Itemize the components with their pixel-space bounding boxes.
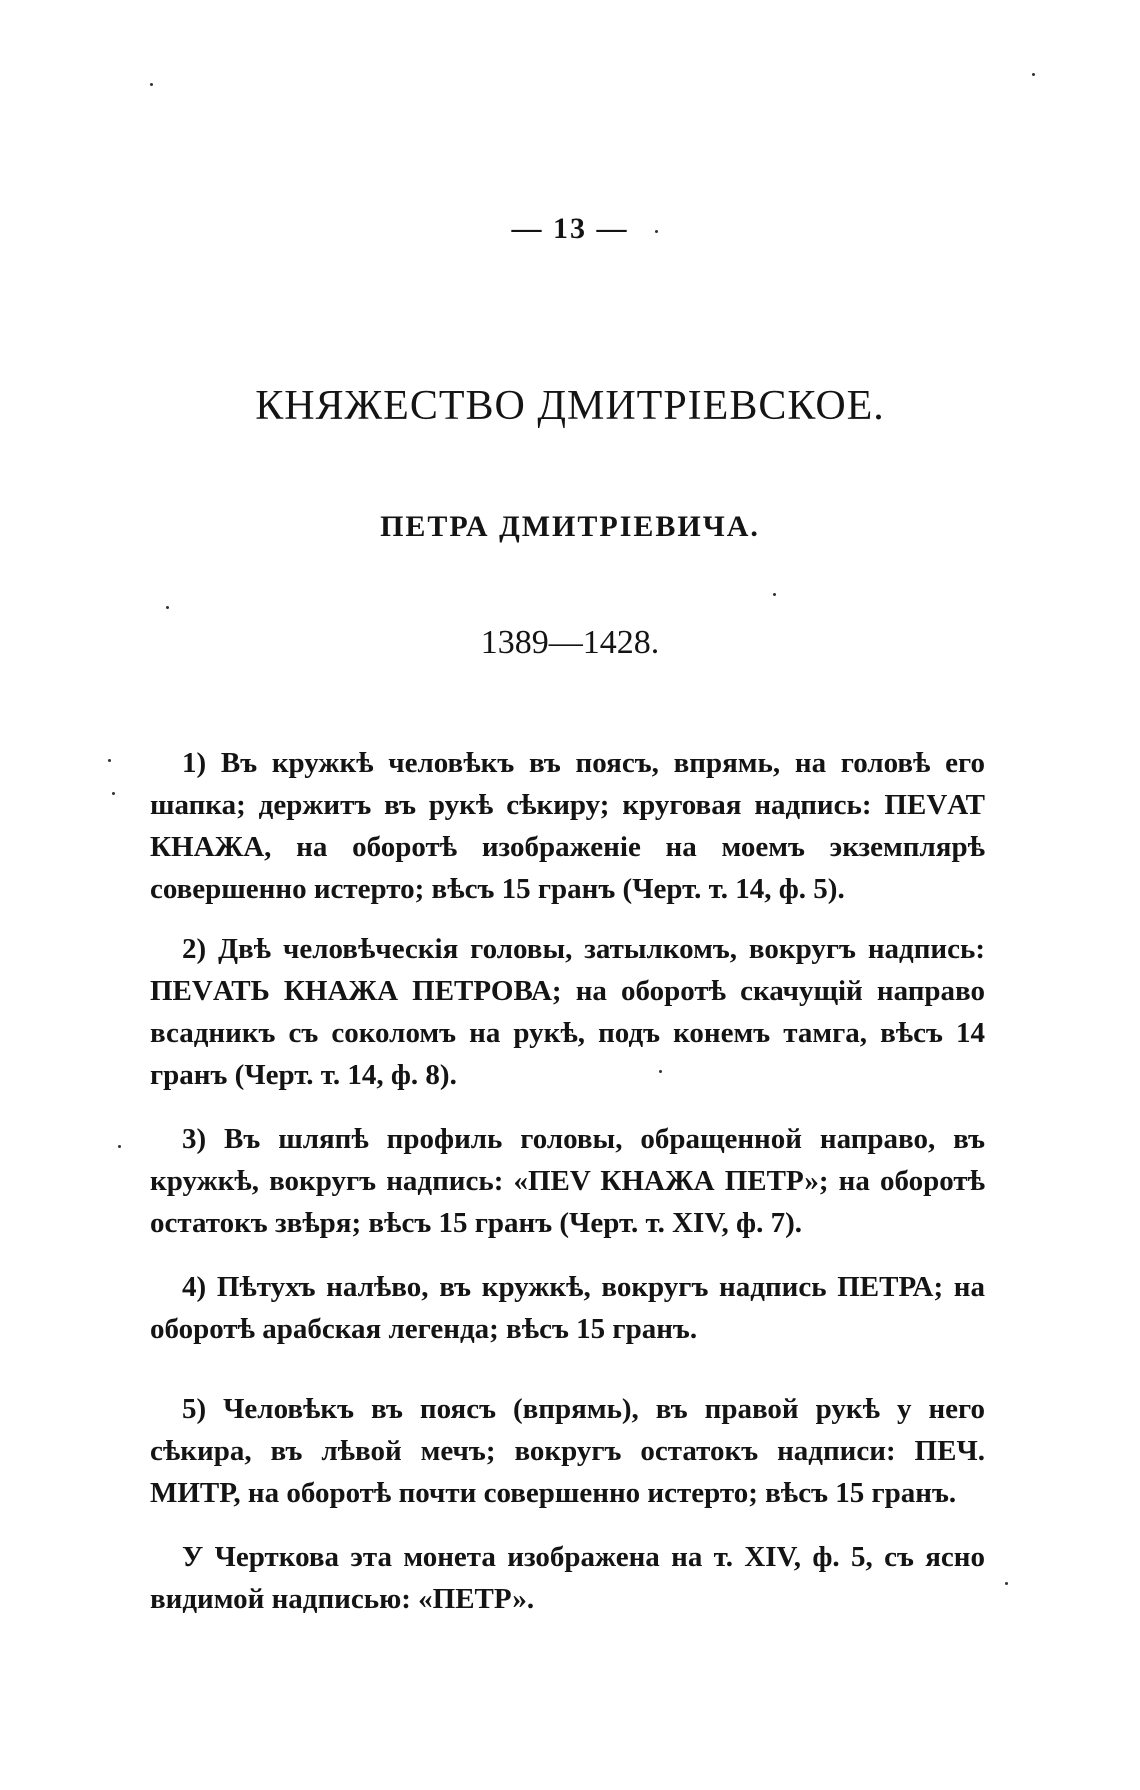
scan-speck (112, 792, 115, 795)
section-title: КНЯЖЕСТВО ДМИТРІЕВСКОЕ. (255, 383, 885, 429)
scan-speck (150, 83, 153, 86)
scan-speck (108, 759, 111, 762)
scan-speck (1032, 73, 1035, 76)
scan-speck (773, 593, 776, 596)
entry-1: 1) Въ кружкѣ человѣкъ въ поясъ, впрямь, на головѣ его шапка; держитъ въ рукѣ сѣкиру; круговая надпись: ПЕVАТ КНАЖА, на оборотѣ изображеніе на моемъ экземплярѣ совершенно истерто; вѣсъ 15 гранъ (Черт. т. 14, ф. 5). (150, 747, 985, 905)
entry-4: 4) Пѣтухъ налѣво, въ кружкѣ, вокругъ надпись ПЕТРА; на оборотѣ арабская легенда; вѣсъ 15 гранъ. (150, 1271, 985, 1345)
page-number: — 13 — (511, 212, 629, 245)
entry-3: 3) Въ шляпѣ профиль головы, обращенной направо, въ кружкѣ, вокругъ надпись: «ПЕV КНАЖА ПЕТР»; на оборотѣ остатокъ звѣря; вѣсъ 15 гранъ (Черт. т. XIV, ф. 7). (150, 1123, 985, 1239)
scan-speck (659, 1070, 662, 1073)
reign-years: 1389—1428. (480, 624, 660, 661)
entry-2: 2) Двѣ человѣческія головы, затылкомъ, вокругъ надпись: ПЕVАТЬ КНАЖА ПЕТРОВА; на оборотѣ скачущій направо всадникъ съ соколомъ на рукѣ, подъ конемъ тамга, вѣсъ 14 гранъ (Черт. т. 14, ф. 8). (150, 933, 985, 1091)
entry-note: У Черткова эта монета изображена на т. XIV, ф. 5, съ ясно видимой надписью: «ПЕТР». (150, 1541, 985, 1615)
scan-speck (166, 606, 169, 609)
section-subtitle: ПЕТРА ДМИТРІЕВИЧА. (380, 510, 760, 543)
entry-5: 5) Человѣкъ въ поясъ (впрямь), въ правой рукѣ у него сѣкира, въ лѣвой мечъ; вокругъ остатокъ надписи: ПЕЧ. МИТР, на оборотѣ почти совершенно истерто; вѣсъ 15 гранъ. (150, 1393, 985, 1509)
scan-speck (118, 1145, 121, 1148)
scan-speck (655, 230, 658, 233)
scan-speck (1005, 1582, 1008, 1585)
